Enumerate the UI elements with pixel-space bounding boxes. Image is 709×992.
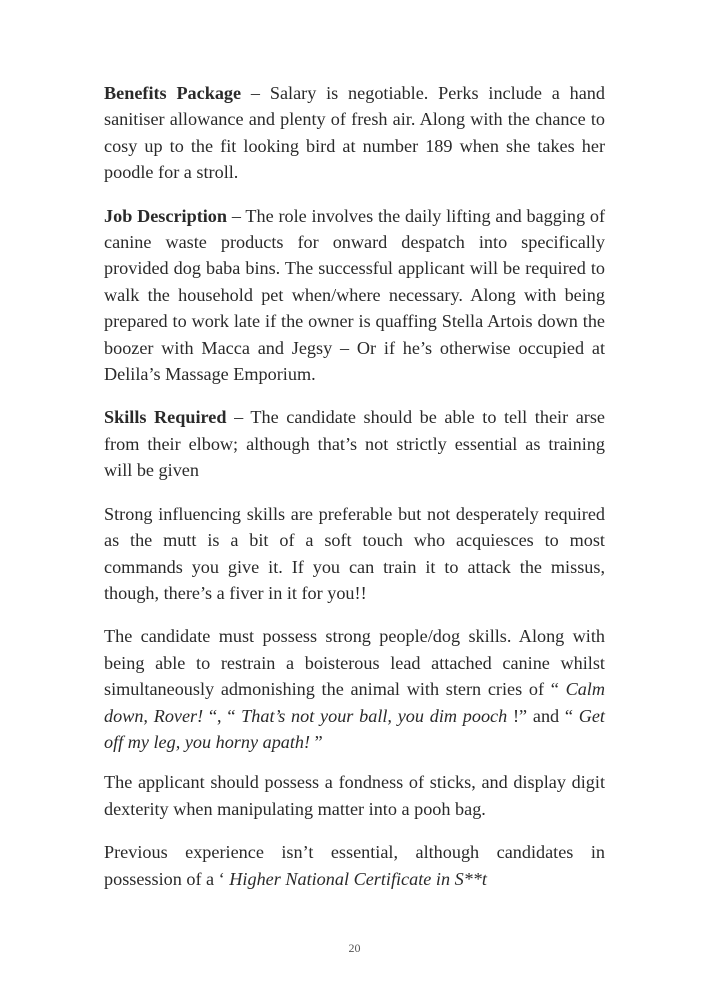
quote-calm-down: Calm down, Rover! [104, 679, 605, 726]
paragraph-text: Strong influencing skills are preferable but not desperately required as the mutt is a bit of a soft touch who acquiesces to most commands you give it. If you can train it to attack the missus, though, there’s a fiver in it for you!! [104, 503, 605, 603]
quote-certificate: Higher National Certificate in S**t [229, 868, 487, 889]
paragraph-skills [104, 404, 605, 483]
paragraph-text: – Salary is negotiable. Perks include a hand sanitiser allowance and plenty of fresh air. Along with the chance to cosy up to the fit looking bird at number 189 when she takes her poodle for a stroll. [104, 83, 605, 183]
paragraph-text: – The candidate should be able to tell their arse from their elbow; although that’s not strictly essential as training will be given [104, 407, 606, 481]
paragraph-job-description [104, 203, 605, 388]
paragraph-text: The applicant should possess a fondness of sticks, and display digit dexterity when manipulating matter into a pooh bag. [104, 772, 605, 819]
heading-benefits-package: Benefits Package [104, 83, 242, 103]
paragraph-candidate-skills [104, 623, 605, 755]
paragraph-text: ” [314, 731, 323, 752]
quote-not-your-ball: That’s not your ball, you dim pooch [241, 705, 513, 726]
paragraph-influencing [104, 501, 605, 607]
quote-get-off: Get off my leg, you horny apath! [104, 705, 605, 752]
paragraph-text: Previous experience isn’t essential, although candidates in possession of a ‘ [104, 842, 605, 889]
paragraph-text: !” and “ [512, 705, 579, 726]
paragraph-sticks [104, 769, 605, 822]
paragraph-experience [104, 839, 605, 892]
paragraph-benefits [104, 80, 605, 186]
heading-job-description: Job Description [104, 205, 228, 226]
heading-skills-required: Skills Required [104, 407, 227, 428]
page-number: 20 [348, 941, 361, 955]
paragraph-text: “, “ [208, 705, 242, 726]
paragraph-text: The candidate must possess strong people/dog skills. Along with being able to restrain a boisterous lead attached canine whilst simultaneously admonishing the animal with stern cries of “ [104, 626, 605, 700]
paragraph-text: – The role involves the daily lifting and bagging of canine waste products for onward despatch into specifically provided dog baba bins. The successful applicant will be required to walk the household pet when/where necessary. Along with being prepared to work late if the owner is quaffing Stella Artois down the boozer with Macca and Jegsy – Or if he’s otherwise occupied at Delila’s Massage Emporium. [104, 205, 606, 385]
body-text [104, 80, 605, 909]
